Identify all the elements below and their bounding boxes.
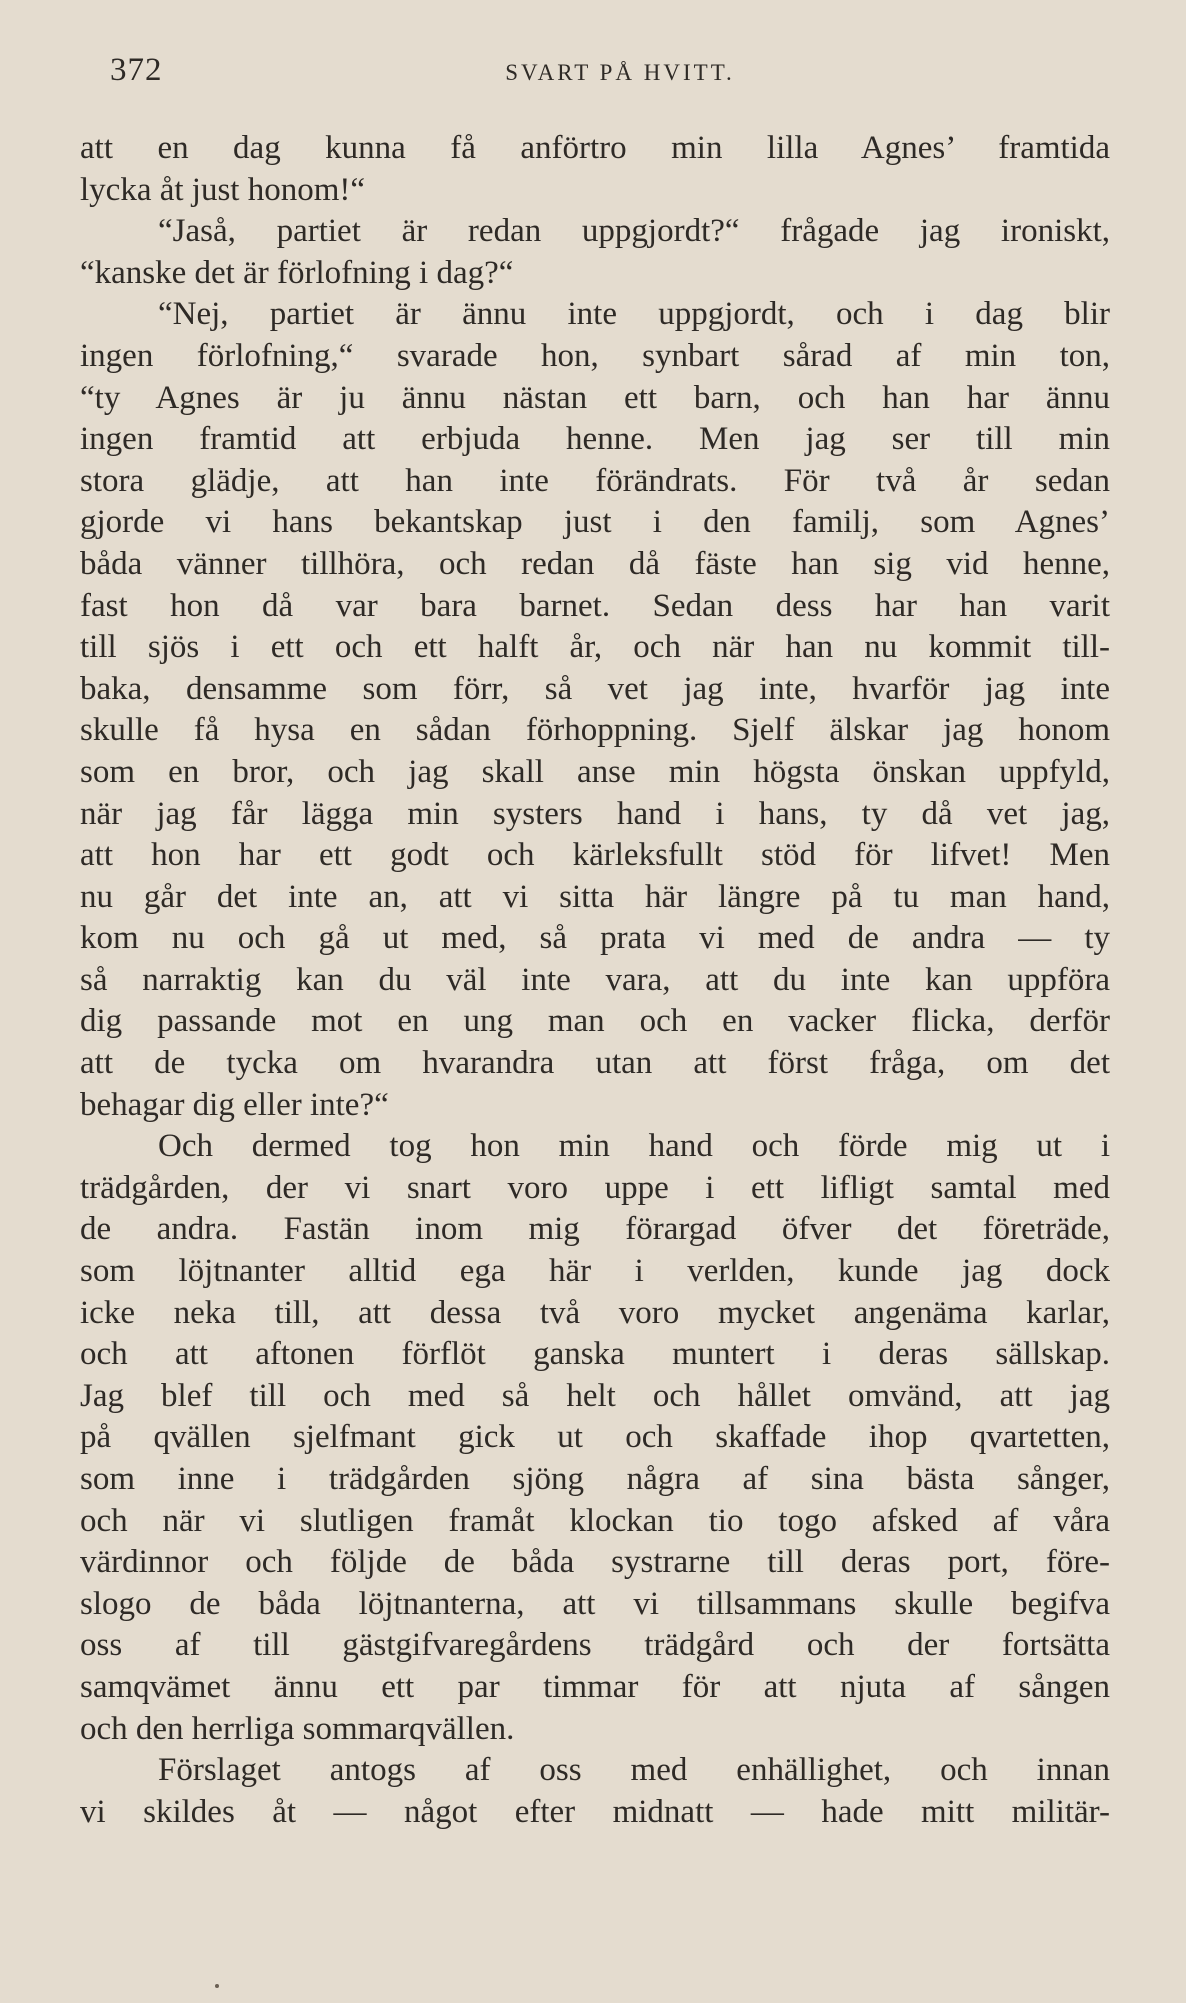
text-line: trädgården, der vi snart voro uppe i ett lifligt samtal med	[80, 1169, 1110, 1206]
text-line: som inne i trädgården sjöng några af sina bästa sånger,	[80, 1461, 1110, 1497]
text-line: skulle få hysa en sådan förhoppning. Sjelf älskar jag honom	[80, 712, 1110, 749]
text-line: gjorde vi hans bekantskap just i den familj, som Agnes’	[80, 504, 1110, 541]
text-line: Förslaget antogs af oss med enhällighet, och innan	[158, 1752, 1110, 1789]
text-line: icke neka till, att dessa två voro mycket angenäma karlar,	[80, 1294, 1110, 1331]
page-number: 372	[110, 52, 163, 88]
text-line: som löjtnanter alltid ega här i verlden, kunde jag dock	[80, 1253, 1110, 1290]
running-title: SVART PÅ HVITT.	[505, 60, 735, 85]
text-line: när jag får lägga min systers hand i hans, ty då vet jag,	[80, 795, 1110, 832]
text-line: lycka åt just honom!“	[80, 171, 366, 208]
text-line: båda vänner tillhöra, och redan då fäste han sig vid henne,	[80, 545, 1110, 582]
text-line: att de tycka om hvarandra utan att först fråga, om det	[80, 1045, 1110, 1082]
text-line: nu går det inte an, att vi sitta här längre på tu man hand,	[80, 878, 1110, 915]
text-line: “ty Agnes är ju ännu nästan ett barn, och han har ännu	[80, 379, 1110, 416]
text-line: Jag blef till och med så helt och hållet omvänd, att jag	[80, 1377, 1110, 1414]
text-line: baka, densamme som förr, så vet jag inte, hvarför jag inte	[80, 670, 1110, 707]
text-line: samqvämet ännu ett par timmar för att njuta af sången	[80, 1668, 1110, 1705]
text-line: dig passande mot en ung man och en vacker flicka, derför	[80, 1003, 1110, 1040]
text-line: att en dag kunna få anförtro min lilla Agnes’ framtida	[80, 130, 1110, 166]
text-line: så narraktig kan du väl inte vara, att du inte kan uppföra	[80, 961, 1110, 998]
text-line: vi skildes åt — något efter midnatt — hade mitt militär-	[80, 1793, 1110, 1830]
text-line: som en bror, och jag skall anse min högsta önskan uppfyld,	[80, 753, 1110, 790]
text-line: de andra. Fastän inom mig förargad öfver det företräde,	[80, 1211, 1110, 1248]
text-line: “Jaså, partiet är redan uppgjordt?“ frågade jag ironiskt,	[158, 213, 1110, 250]
text-line: att hon har ett godt och kärleksfullt stöd för lifvet! Men	[80, 837, 1110, 874]
text-line: på qvällen sjelfmant gick ut och skaffade ihop qvartetten,	[80, 1419, 1110, 1456]
text-line: oss af till gästgifvaregårdens trädgård och der fortsätta	[80, 1627, 1110, 1664]
text-line: stora glädje, att han inte förändrats. För två år sedan	[80, 462, 1110, 499]
text-line: till sjös i ett och ett halft år, och när han nu kommit till-	[80, 629, 1110, 666]
page-header	[110, 52, 1120, 102]
text-line: och när vi slutligen framåt klockan tio togo afsked af våra	[80, 1502, 1110, 1539]
text-line: kom nu och gå ut med, så prata vi med de andra — ty	[80, 920, 1110, 957]
text-line: ingen framtid att erbjuda henne. Men jag ser till min	[80, 421, 1110, 458]
text-line: “kanske det är förlofning i dag?“	[80, 254, 514, 291]
text-line: behagar dig eller inte?“	[80, 1086, 389, 1123]
text-line: Och dermed tog hon min hand och förde mig ut i	[158, 1128, 1110, 1165]
text-line: och den herrliga sommarqvällen.	[80, 1710, 515, 1747]
text-line: “Nej, partiet är ännu inte uppgjordt, och i dag blir	[158, 296, 1110, 333]
text-line: slogo de båda löjtnanterna, att vi tillsammans skulle begifva	[80, 1585, 1110, 1622]
text-line: ingen förlofning,“ svarade hon, synbart sårad af min ton,	[80, 337, 1110, 374]
body-text	[80, 128, 1110, 1833]
paper-speck	[215, 1984, 219, 1988]
text-line: fast hon då var bara barnet. Sedan dess har han varit	[80, 587, 1110, 624]
text-line: värdinnor och följde de båda systrarne till deras port, före-	[80, 1544, 1110, 1581]
text-line: och att aftonen förflöt ganska muntert i deras sällskap.	[80, 1336, 1110, 1373]
